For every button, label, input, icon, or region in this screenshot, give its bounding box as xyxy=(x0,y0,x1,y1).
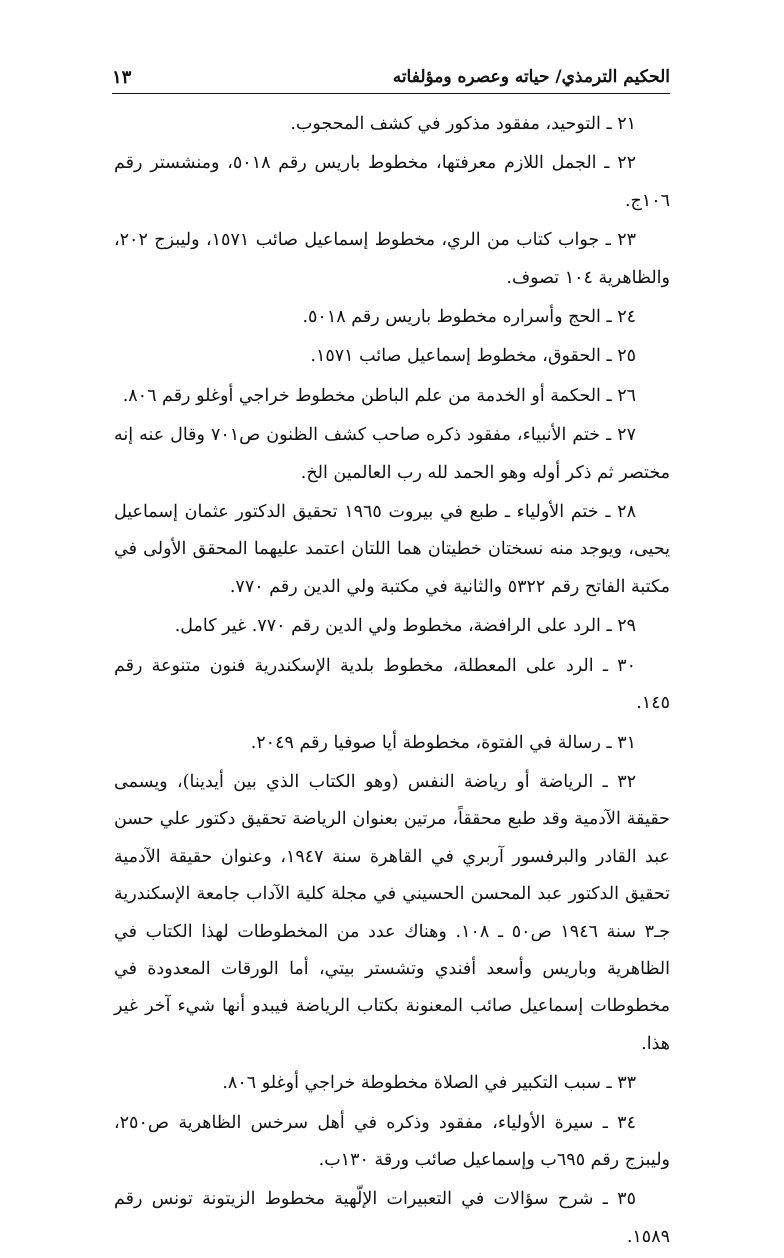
entry-number: ٢١ ـ xyxy=(606,114,636,134)
list-item-31 xyxy=(114,725,670,762)
list-item-29 xyxy=(114,608,670,645)
entry-text: سيرة الأولياء، مفقود وذكره في أهل سرخس الظاهرية ص٢٥٠، وليبزج رقم ٦٩٥ب وإسماعيل صائب ورقة ١٣٠ب. xyxy=(114,1112,670,1170)
entry-number: ٢٢ ـ xyxy=(604,153,636,174)
entry-text: شرح سؤالات في التعبيرات الإلّهية مخطوط الزيتونة تونس رقم ١٥٨٩. xyxy=(114,1189,670,1247)
list-item-22 xyxy=(114,145,670,220)
entry-text: جواب كتاب من الري، مخطوط إسماعيل صائب ١٥٧١، وليبزج ٢٠٢، والظاهرية ١٠٤ تصوف. xyxy=(114,230,670,288)
entry-text: التوحيد، مفقود مذكور في كشف المحجوب. xyxy=(290,114,601,134)
entry-text: ختم الأنبياء، مفقود ذكره صاحب كشف الظنون ص٧٠١ وقال عنه إنه مختصر ثم ذكر أوله وهو الحمد لله رب العالمين الخ. xyxy=(114,425,670,483)
entry-number: ٣٢ ـ xyxy=(602,771,636,792)
header-divider xyxy=(112,93,670,94)
entry-text: الرياضة أو رياضة النفس (وهو الكتاب الذي بين أيدينا)، ويسمى حقيقة الآدمية وقد طبع محققاً، مرتين بعنوان الرياضة تحقيق دكتور علي حسن عبد القادر والبرفسور آربري في القاهرة سنة ١٩٤٧، وعنوان حقيقة الآدمية تحقيق الدكتور عبد المحسن الحسيني في مجلة كلية الآداب جامعة الإسكندرية جـ٣ سنة ١٩٤٦ ص٥٠ ـ ١٠٨. وهناك عدد من المخطوطات لهذا الكتاب في الظاهرية وباريس وأسعد أفندي وتشستر بيتي، أما الورقات المعدودة في مخطوطات إسماعيل صائب المعنونة بكتاب الرياضة فيبدو أنها شيء آخر غير هذا. xyxy=(114,771,671,1054)
list-item-25 xyxy=(114,338,670,375)
page-number: ١٣ xyxy=(112,66,132,88)
entry-number: ٢٦ ـ xyxy=(606,385,636,406)
list-item-33 xyxy=(114,1065,670,1102)
entry-text: رسالة في الفتوة، مخطوطة أيا صوفيا رقم ٢٠٤٩. xyxy=(250,732,601,753)
entry-number: ٣٠ ـ xyxy=(602,655,636,676)
entry-number: ٢٤ ـ xyxy=(606,307,636,328)
entry-text: الرد على المعطلة، مخطوط بلدية الإسكندرية فنون متنوعة رقم ١٤٥. xyxy=(114,655,670,714)
list-item-34 xyxy=(114,1105,670,1180)
list-item-35 xyxy=(114,1181,670,1256)
entry-number: ٢٣ ـ xyxy=(605,230,636,251)
entry-number: ٢٥ ـ xyxy=(606,346,636,367)
entry-text: ختم الأولياء ـ طبع في بيروت ١٩٦٥ تحقيق الدكتور عثمان إسماعيل يحيى، ويوجد منه نسختان خطيتان هما اللتان اعتمد عليهما المحقق الأولى في مكتبة الفاتح رقم ٥٣٢٢ والثانية في مكتبة ولي الدين رقم ٧٧٠. xyxy=(114,502,670,597)
entry-text: الحكمة أو الخدمة من علم الباطن مخطوط خراجي أوغلو رقم ٨٠٦. xyxy=(122,385,601,406)
list-item-30 xyxy=(114,648,670,723)
entry-text: الجمل اللازم معرفتها، مخطوط باريس رقم ٥٠١٨، ومنشستر رقم ١٠٦ج. xyxy=(114,153,670,211)
entry-number: ٣٣ ـ xyxy=(606,1073,636,1094)
entry-number: ٢٩ ـ xyxy=(606,616,636,637)
list-item-27 xyxy=(114,417,670,492)
list-item-21 xyxy=(114,106,670,143)
list-item-32 xyxy=(114,764,670,1063)
entry-text: الرد على الرافضة، مخطوط ولي الدين رقم ٧٧٠. غير كامل. xyxy=(174,616,601,637)
entry-text: الحقوق، مخطوط إسماعيل صائب ١٥٧١. xyxy=(310,346,601,367)
list-item-24 xyxy=(114,299,670,336)
entry-number: ٣٤ ـ xyxy=(602,1112,636,1133)
running-head xyxy=(112,62,670,92)
list-item-23 xyxy=(114,222,670,297)
entry-text: سبب التكبير في الصلاة مخطوطة خراجي أوغلو ٨٠٦. xyxy=(222,1073,601,1094)
entry-text: الحج وأسراره مخطوط باريس رقم ٥٠١٨. xyxy=(302,307,601,328)
list-item-26 xyxy=(114,378,670,415)
entry-number: ٢٧ ـ xyxy=(606,425,636,446)
works-list xyxy=(114,106,670,1258)
entry-number: ٢٨ ـ xyxy=(605,502,636,523)
entry-number: ٣١ ـ xyxy=(606,732,636,753)
list-item-28 xyxy=(114,494,670,606)
running-head-title: الحكيم الترمذي/ حياته وعصره ومؤلفاته xyxy=(392,67,670,87)
entry-number: ٣٥ ـ xyxy=(602,1189,636,1210)
